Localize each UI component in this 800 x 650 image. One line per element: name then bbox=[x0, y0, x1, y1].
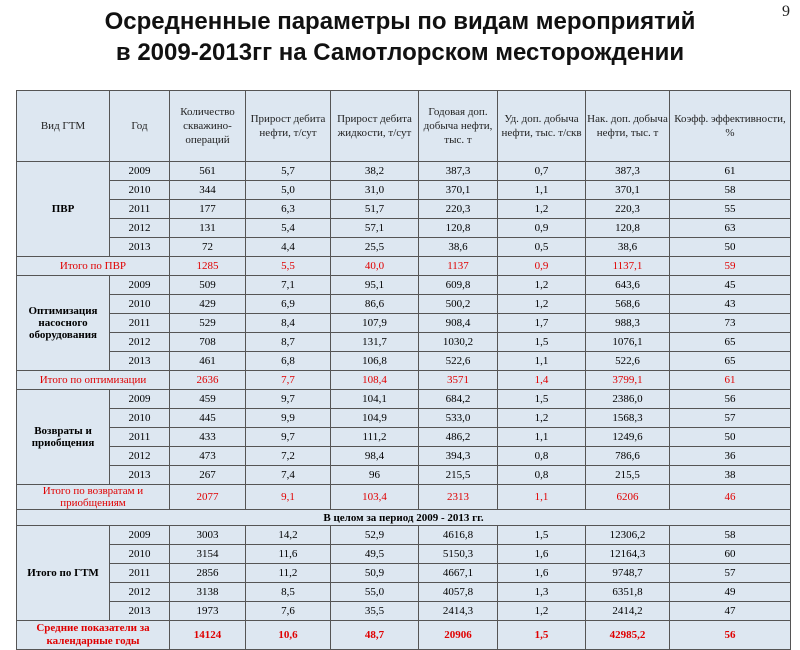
table-cell: 49,5 bbox=[331, 545, 419, 564]
table-cell: 522,6 bbox=[586, 352, 670, 371]
table-cell: 7,4 bbox=[246, 466, 331, 485]
table-cell: 445 bbox=[170, 409, 246, 428]
total-cell: 59 bbox=[670, 257, 791, 276]
table-cell: 38,6 bbox=[419, 238, 498, 257]
table-cell: 2011 bbox=[110, 428, 170, 447]
table-cell: 14,2 bbox=[246, 526, 331, 545]
column-header: Прирост дебита нефти, т/сут bbox=[246, 91, 331, 162]
table-cell: 786,6 bbox=[586, 447, 670, 466]
table-cell: 459 bbox=[170, 390, 246, 409]
table-cell: 9748,7 bbox=[586, 564, 670, 583]
total-cell: 103,4 bbox=[331, 485, 419, 510]
table-cell: 2012 bbox=[110, 219, 170, 238]
table-cell: 522,6 bbox=[419, 352, 498, 371]
table-cell: 1,1 bbox=[498, 352, 586, 371]
table-cell: 36 bbox=[670, 447, 791, 466]
average-cell: 20906 bbox=[419, 621, 498, 650]
table-cell: 43 bbox=[670, 295, 791, 314]
table-cell: 6,9 bbox=[246, 295, 331, 314]
total-cell: 2077 bbox=[170, 485, 246, 510]
table-cell: 0,7 bbox=[498, 162, 586, 181]
total-cell: 108,4 bbox=[331, 371, 419, 390]
table-cell: 7,1 bbox=[246, 276, 331, 295]
table-cell: 9,9 bbox=[246, 409, 331, 428]
total-label: Итого по возвратам и приобщениям bbox=[17, 485, 170, 510]
total-cell: 1,4 bbox=[498, 371, 586, 390]
table-cell: 58 bbox=[670, 526, 791, 545]
table-cell: 2010 bbox=[110, 409, 170, 428]
total-cell: 6206 bbox=[586, 485, 670, 510]
table-cell: 4667,1 bbox=[419, 564, 498, 583]
table-cell: 1249,6 bbox=[586, 428, 670, 447]
table-cell: 2009 bbox=[110, 276, 170, 295]
table-cell: 2414,2 bbox=[586, 602, 670, 621]
total-row bbox=[17, 485, 791, 510]
average-cell: 56 bbox=[670, 621, 791, 650]
table-cell: 2009 bbox=[110, 162, 170, 181]
table-cell: 684,2 bbox=[419, 390, 498, 409]
table-cell: 609,8 bbox=[419, 276, 498, 295]
page-number: 9 bbox=[782, 3, 790, 20]
table-cell: 56 bbox=[670, 390, 791, 409]
table-cell: 2009 bbox=[110, 390, 170, 409]
table-cell: 61 bbox=[670, 162, 791, 181]
table-cell: 65 bbox=[670, 333, 791, 352]
period-row bbox=[17, 510, 791, 526]
table-cell: 2012 bbox=[110, 447, 170, 466]
group-label: Итого по ГТМ bbox=[17, 526, 110, 621]
table-cell: 1,5 bbox=[498, 390, 586, 409]
table-cell: 1,2 bbox=[498, 200, 586, 219]
table-row bbox=[17, 583, 791, 602]
table-row bbox=[17, 162, 791, 181]
table-cell: 2012 bbox=[110, 583, 170, 602]
table-cell: 11,2 bbox=[246, 564, 331, 583]
table-row bbox=[17, 352, 791, 371]
table-cell: 2856 bbox=[170, 564, 246, 583]
table-cell: 55,0 bbox=[331, 583, 419, 602]
table-cell: 1,5 bbox=[498, 526, 586, 545]
total-cell: 1137 bbox=[419, 257, 498, 276]
table-cell: 486,2 bbox=[419, 428, 498, 447]
total-cell: 3799,1 bbox=[586, 371, 670, 390]
title-line-1: Осредненные параметры по видам мероприятий bbox=[104, 8, 696, 35]
total-cell: 5,5 bbox=[246, 257, 331, 276]
total-cell: 7,7 bbox=[246, 371, 331, 390]
table-cell: 473 bbox=[170, 447, 246, 466]
table-row bbox=[17, 276, 791, 295]
table-cell: 6,8 bbox=[246, 352, 331, 371]
table-cell: 9,7 bbox=[246, 428, 331, 447]
table-cell: 31,0 bbox=[331, 181, 419, 200]
total-cell: 61 bbox=[670, 371, 791, 390]
table-cell: 5150,3 bbox=[419, 545, 498, 564]
table-cell: 107,9 bbox=[331, 314, 419, 333]
slide-title bbox=[0, 6, 800, 68]
table-cell: 1,2 bbox=[498, 409, 586, 428]
total-row bbox=[17, 371, 791, 390]
table-cell: 38,6 bbox=[586, 238, 670, 257]
total-label: Итого по оптимизации bbox=[17, 371, 170, 390]
table-cell: 7,2 bbox=[246, 447, 331, 466]
table-cell: 4057,8 bbox=[419, 583, 498, 602]
table-cell: 131,7 bbox=[331, 333, 419, 352]
average-row bbox=[17, 621, 791, 650]
table-cell: 0,8 bbox=[498, 447, 586, 466]
table-cell: 55 bbox=[670, 200, 791, 219]
column-header: Год bbox=[110, 91, 170, 162]
table-cell: 5,7 bbox=[246, 162, 331, 181]
table-cell: 1,5 bbox=[498, 333, 586, 352]
table-row bbox=[17, 333, 791, 352]
table-cell: 2012 bbox=[110, 333, 170, 352]
total-cell: 0,9 bbox=[498, 257, 586, 276]
total-label: Итого по ПВР bbox=[17, 257, 170, 276]
table-cell: 561 bbox=[170, 162, 246, 181]
average-label: Средние показатели за календарные годы bbox=[17, 621, 170, 650]
total-cell: 1137,1 bbox=[586, 257, 670, 276]
table-row bbox=[17, 314, 791, 333]
table-cell: 0,8 bbox=[498, 466, 586, 485]
table-cell: 45 bbox=[670, 276, 791, 295]
table-row bbox=[17, 200, 791, 219]
table-cell: 220,3 bbox=[586, 200, 670, 219]
total-cell: 1285 bbox=[170, 257, 246, 276]
table-cell: 6,3 bbox=[246, 200, 331, 219]
table-cell: 60 bbox=[670, 545, 791, 564]
average-cell: 42985,2 bbox=[586, 621, 670, 650]
table-cell: 370,1 bbox=[586, 181, 670, 200]
table-row bbox=[17, 390, 791, 409]
average-cell: 1,5 bbox=[498, 621, 586, 650]
table-cell: 104,1 bbox=[331, 390, 419, 409]
table-cell: 4,4 bbox=[246, 238, 331, 257]
table-cell: 2414,3 bbox=[419, 602, 498, 621]
table-cell: 96 bbox=[331, 466, 419, 485]
table-cell: 2009 bbox=[110, 526, 170, 545]
table-cell: 394,3 bbox=[419, 447, 498, 466]
table-cell: 2011 bbox=[110, 314, 170, 333]
table-cell: 370,1 bbox=[419, 181, 498, 200]
table-cell: 50,9 bbox=[331, 564, 419, 583]
table-cell: 2013 bbox=[110, 602, 170, 621]
table-cell: 568,6 bbox=[586, 295, 670, 314]
table-cell: 120,8 bbox=[419, 219, 498, 238]
group-label: Оптимизация насосного оборудования bbox=[17, 276, 110, 371]
table-row bbox=[17, 295, 791, 314]
table-cell: 215,5 bbox=[586, 466, 670, 485]
table-cell: 215,5 bbox=[419, 466, 498, 485]
table-cell: 1,2 bbox=[498, 276, 586, 295]
table-cell: 120,8 bbox=[586, 219, 670, 238]
average-cell: 14124 bbox=[170, 621, 246, 650]
table-row bbox=[17, 545, 791, 564]
table-cell: 86,6 bbox=[331, 295, 419, 314]
table-row bbox=[17, 526, 791, 545]
table-cell: 8,5 bbox=[246, 583, 331, 602]
table-cell: 643,6 bbox=[586, 276, 670, 295]
table-cell: 2386,0 bbox=[586, 390, 670, 409]
column-header: Нак. доп. добыча нефти, тыс. т bbox=[586, 91, 670, 162]
table-row bbox=[17, 447, 791, 466]
table-cell: 6351,8 bbox=[586, 583, 670, 602]
table-cell: 58 bbox=[670, 181, 791, 200]
table-cell: 111,2 bbox=[331, 428, 419, 447]
table-cell: 509 bbox=[170, 276, 246, 295]
average-cell: 48,7 bbox=[331, 621, 419, 650]
table-cell: 0,5 bbox=[498, 238, 586, 257]
table-cell: 63 bbox=[670, 219, 791, 238]
table-cell: 9,7 bbox=[246, 390, 331, 409]
table-cell: 12306,2 bbox=[586, 526, 670, 545]
table-cell: 5,4 bbox=[246, 219, 331, 238]
column-header: Годовая доп. добыча нефти, тыс. т bbox=[419, 91, 498, 162]
table-cell: 51,7 bbox=[331, 200, 419, 219]
table-cell: 433 bbox=[170, 428, 246, 447]
table-cell: 49 bbox=[670, 583, 791, 602]
column-header: Количество скважино-операций bbox=[170, 91, 246, 162]
column-header: Прирост дебита жидкости, т/сут bbox=[331, 91, 419, 162]
total-cell: 46 bbox=[670, 485, 791, 510]
group-label: Возвраты и приобщения bbox=[17, 390, 110, 485]
table-cell: 25,5 bbox=[331, 238, 419, 257]
table-cell: 1076,1 bbox=[586, 333, 670, 352]
table-cell: 1,6 bbox=[498, 564, 586, 583]
table-cell: 1,6 bbox=[498, 545, 586, 564]
table-cell: 2013 bbox=[110, 466, 170, 485]
table-row bbox=[17, 564, 791, 583]
table-cell: 7,6 bbox=[246, 602, 331, 621]
table-cell: 1,7 bbox=[498, 314, 586, 333]
table-cell: 1973 bbox=[170, 602, 246, 621]
table-cell: 387,3 bbox=[586, 162, 670, 181]
table-cell: 8,7 bbox=[246, 333, 331, 352]
table-cell: 57,1 bbox=[331, 219, 419, 238]
total-cell: 40,0 bbox=[331, 257, 419, 276]
table-cell: 38,2 bbox=[331, 162, 419, 181]
table-cell: 106,8 bbox=[331, 352, 419, 371]
table-cell: 57 bbox=[670, 564, 791, 583]
table-cell: 52,9 bbox=[331, 526, 419, 545]
table-cell: 35,5 bbox=[331, 602, 419, 621]
table-row bbox=[17, 219, 791, 238]
table-cell: 2010 bbox=[110, 545, 170, 564]
table-row bbox=[17, 428, 791, 447]
table-cell: 5,0 bbox=[246, 181, 331, 200]
table-cell: 529 bbox=[170, 314, 246, 333]
table-cell: 461 bbox=[170, 352, 246, 371]
table-row bbox=[17, 181, 791, 200]
table-cell: 95,1 bbox=[331, 276, 419, 295]
table-cell: 1,2 bbox=[498, 295, 586, 314]
column-header: Уд. доп. добыча нефти, тыс. т/скв bbox=[498, 91, 586, 162]
table-cell: 47 bbox=[670, 602, 791, 621]
table-cell: 50 bbox=[670, 428, 791, 447]
table-cell: 429 bbox=[170, 295, 246, 314]
group-label: ПВР bbox=[17, 162, 110, 257]
total-cell: 1,1 bbox=[498, 485, 586, 510]
column-header: Коэфф. эффективности, % bbox=[670, 91, 791, 162]
table-cell: 12164,3 bbox=[586, 545, 670, 564]
table-cell: 708 bbox=[170, 333, 246, 352]
table-cell: 1568,3 bbox=[586, 409, 670, 428]
table-cell: 2013 bbox=[110, 352, 170, 371]
average-cell: 10,6 bbox=[246, 621, 331, 650]
table-cell: 50 bbox=[670, 238, 791, 257]
table-cell: 3138 bbox=[170, 583, 246, 602]
table-cell: 908,4 bbox=[419, 314, 498, 333]
table-cell: 11,6 bbox=[246, 545, 331, 564]
total-cell: 2313 bbox=[419, 485, 498, 510]
table-cell: 177 bbox=[170, 200, 246, 219]
table-cell: 72 bbox=[170, 238, 246, 257]
table-cell: 65 bbox=[670, 352, 791, 371]
table-cell: 2011 bbox=[110, 564, 170, 583]
table-row bbox=[17, 238, 791, 257]
table-cell: 988,3 bbox=[586, 314, 670, 333]
total-cell: 3571 bbox=[419, 371, 498, 390]
table-cell: 3154 bbox=[170, 545, 246, 564]
total-cell: 9,1 bbox=[246, 485, 331, 510]
table-cell: 57 bbox=[670, 409, 791, 428]
table-cell: 98,4 bbox=[331, 447, 419, 466]
table-cell: 2010 bbox=[110, 295, 170, 314]
table-cell: 387,3 bbox=[419, 162, 498, 181]
table-row bbox=[17, 602, 791, 621]
column-header: Вид ГТМ bbox=[17, 91, 110, 162]
title-line-2: в 2009-2013гг на Самотлорском месторождении bbox=[115, 39, 685, 66]
table-cell: 0,9 bbox=[498, 219, 586, 238]
table-cell: 500,2 bbox=[419, 295, 498, 314]
table-cell: 1,1 bbox=[498, 181, 586, 200]
table-row bbox=[17, 466, 791, 485]
table-cell: 73 bbox=[670, 314, 791, 333]
table-cell: 8,4 bbox=[246, 314, 331, 333]
table-cell: 2011 bbox=[110, 200, 170, 219]
table-cell: 1,1 bbox=[498, 428, 586, 447]
table-cell: 38 bbox=[670, 466, 791, 485]
table-cell: 3003 bbox=[170, 526, 246, 545]
table-cell: 533,0 bbox=[419, 409, 498, 428]
table-cell: 104,9 bbox=[331, 409, 419, 428]
header-row bbox=[17, 91, 791, 162]
table-cell: 1,2 bbox=[498, 602, 586, 621]
total-cell: 2636 bbox=[170, 371, 246, 390]
table-row bbox=[17, 409, 791, 428]
parameters-table bbox=[16, 90, 791, 650]
table-cell: 4616,8 bbox=[419, 526, 498, 545]
table-cell: 2010 bbox=[110, 181, 170, 200]
table-cell: 1030,2 bbox=[419, 333, 498, 352]
table-cell: 220,3 bbox=[419, 200, 498, 219]
table-cell: 2013 bbox=[110, 238, 170, 257]
table-cell: 267 bbox=[170, 466, 246, 485]
total-row bbox=[17, 257, 791, 276]
table-cell: 344 bbox=[170, 181, 246, 200]
table-cell: 131 bbox=[170, 219, 246, 238]
table-cell: 1,3 bbox=[498, 583, 586, 602]
period-label: В целом за период 2009 - 2013 гг. bbox=[17, 510, 791, 526]
